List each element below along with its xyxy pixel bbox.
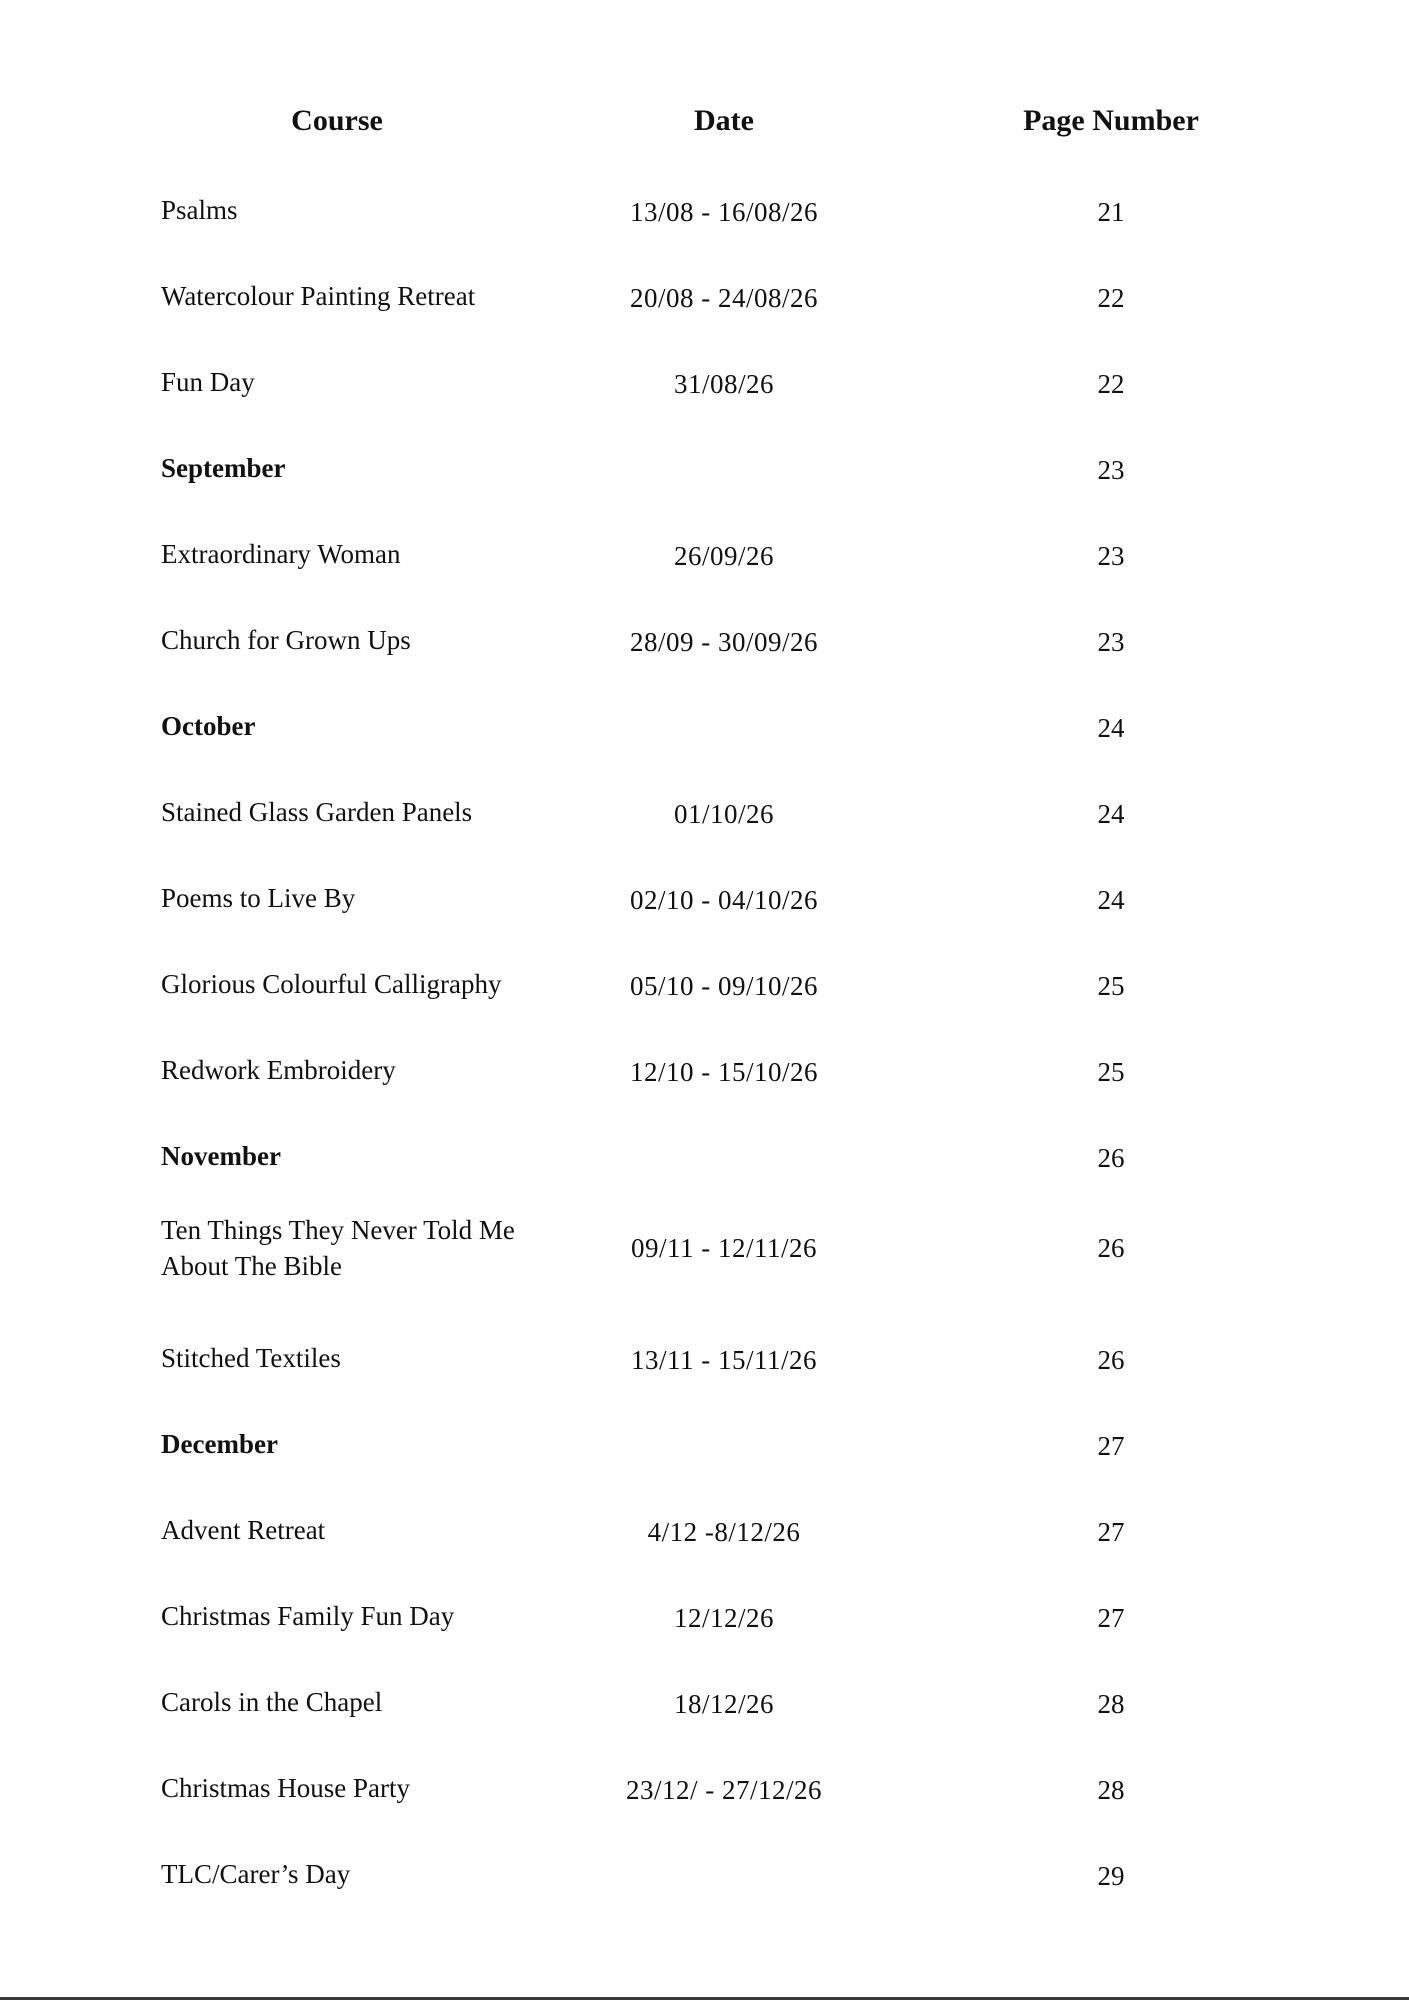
page-number: 23 [1097,541,1125,571]
page-number: 28 [1097,1775,1125,1805]
table-row [0,954,1409,1040]
table-row [0,1758,1409,1844]
table-row [0,1328,1409,1414]
course-name: Fun Day [161,367,255,397]
course-name: Stitched Textiles [161,1343,341,1373]
course-name: Stained Glass Garden Panels [161,797,473,827]
course-name: Psalms [161,195,238,225]
course-column-header: Course [291,104,383,137]
table-row [0,1586,1409,1672]
course-name: Ten Things They Never Told Me About The Bible [161,1215,515,1281]
course-name: Church for Grown Ups [161,625,411,655]
page-number: 26 [1097,1233,1125,1263]
course-date: 12/10 - 15/10/26 [630,1057,818,1087]
course-date: 4/12 -8/12/26 [647,1517,801,1547]
month-heading: October [161,711,256,741]
month-heading-row [0,438,1409,524]
course-name: Christmas Family Fun Day [161,1601,455,1631]
month-heading: December [161,1429,278,1459]
page-number: 23 [1097,627,1125,657]
table-body [0,180,1409,1930]
table-row [0,610,1409,696]
page-number: 29 [1097,1861,1125,1891]
page-number: 27 [1097,1431,1125,1461]
table-row [0,1212,1409,1328]
table-row [0,868,1409,954]
date-column-header: Date [694,104,754,137]
month-heading: September [161,453,286,483]
course-date: 28/09 - 30/09/26 [630,627,818,657]
month-heading-row [0,696,1409,782]
course-date: 13/11 - 15/11/26 [631,1345,817,1375]
course-name: Poems to Live By [161,883,356,913]
course-date: 18/12/26 [673,1689,774,1719]
table-header [0,104,1409,148]
course-date: 26/09/26 [673,541,774,571]
table-row [0,782,1409,868]
table-row [0,524,1409,610]
page-number: 27 [1097,1517,1125,1547]
table-row [0,266,1409,352]
table-row [0,1672,1409,1758]
course-name: Redwork Embroidery [161,1055,396,1085]
page-number: 26 [1097,1345,1125,1375]
course-name: Glorious Colourful Calligraphy [161,969,502,999]
page-number: 24 [1097,713,1125,743]
page-number: 28 [1097,1689,1125,1719]
course-date: 09/11 - 12/11/26 [631,1233,817,1263]
page-number: 25 [1097,971,1125,1001]
month-heading: November [161,1141,281,1171]
course-name: Advent Retreat [161,1515,326,1545]
course-name: Christmas House Party [161,1773,410,1803]
course-name: Carols in the Chapel [161,1687,383,1717]
course-name: TLC/Carer’s Day [161,1859,351,1889]
course-date: 05/10 - 09/10/26 [630,971,818,1001]
page-number: 22 [1097,369,1125,399]
course-date: 13/08 - 16/08/26 [630,197,818,227]
page-number: 23 [1097,455,1125,485]
page-number-column-header: Page Number [1023,104,1199,137]
month-heading-row [0,1414,1409,1500]
table-row [0,352,1409,438]
page-number: 25 [1097,1057,1125,1087]
table-row [0,180,1409,266]
course-date: 20/08 - 24/08/26 [630,283,818,313]
table-row [0,1844,1409,1930]
page-number: 24 [1097,885,1125,915]
table-row [0,1500,1409,1586]
page-number: 24 [1097,799,1125,829]
course-date: 23/12/ - 27/12/26 [626,1775,822,1805]
page-number: 22 [1097,283,1125,313]
page-number: 26 [1097,1143,1125,1173]
course-name: Watercolour Painting Retreat [161,281,476,311]
course-name: Extraordinary Woman [161,539,401,569]
course-date: 01/10/26 [673,799,774,829]
course-date: 02/10 - 04/10/26 [630,885,818,915]
page-number: 21 [1097,197,1125,227]
table-row [0,1040,1409,1126]
course-date: 31/08/26 [673,369,774,399]
course-date: 12/12/26 [673,1603,774,1633]
month-heading-row [0,1126,1409,1212]
page-number: 27 [1097,1603,1125,1633]
